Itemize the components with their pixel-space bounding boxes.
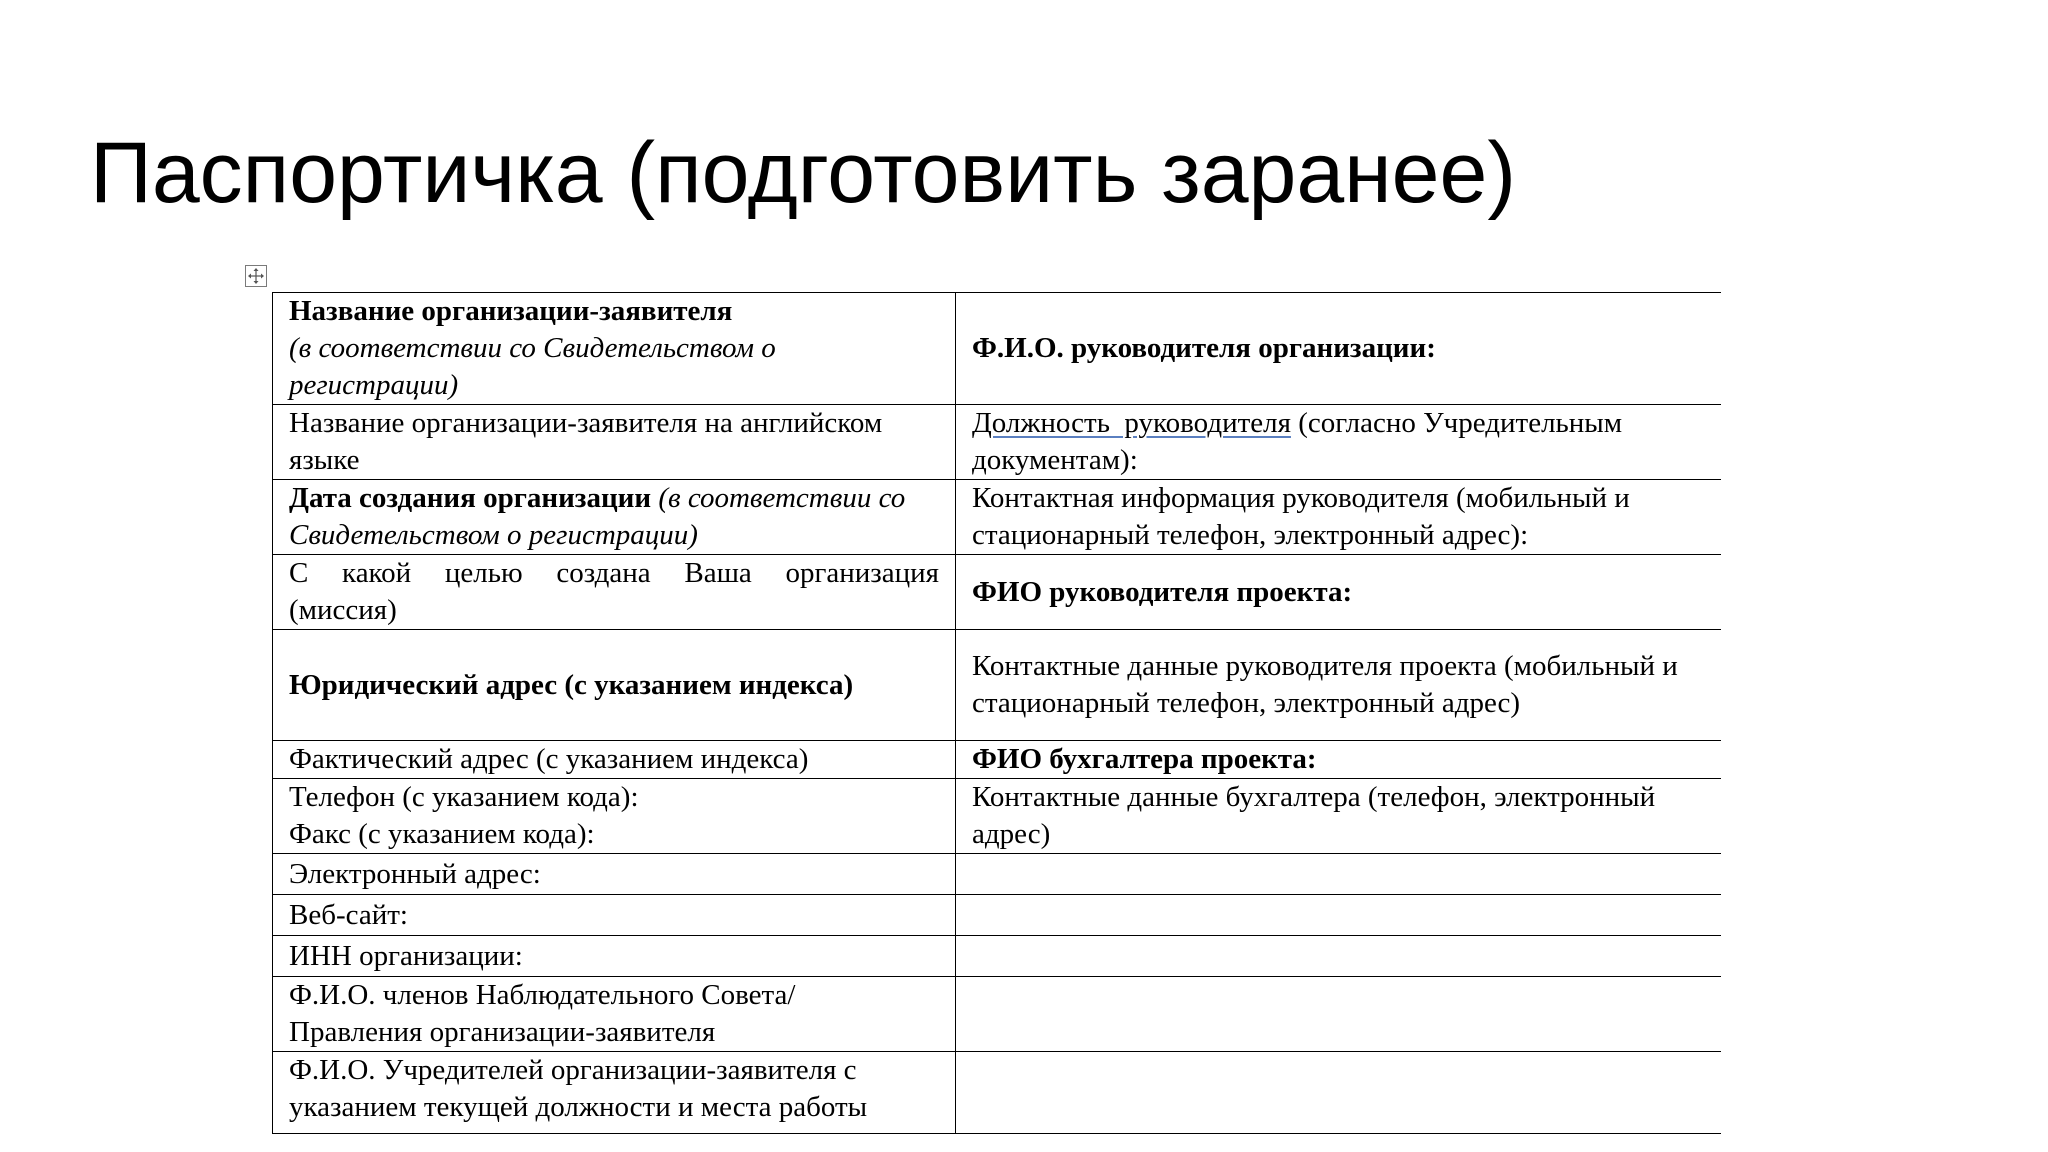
- cell-empty[interactable]: [956, 854, 1721, 895]
- cell-note: (в соответствии со Свидетельством о регистрации): [289, 482, 906, 551]
- cell-text: Контактные данные руководителя проекта (мобильный и стационарный телефон, электронный адрес): [972, 650, 1678, 719]
- table-row: [273, 854, 1721, 895]
- table-row: [273, 555, 1721, 630]
- cell-mission[interactable]: [273, 555, 956, 630]
- cell-empty[interactable]: [956, 1052, 1721, 1134]
- cell-text: Веб-сайт:: [289, 898, 408, 931]
- cell-director-name[interactable]: [956, 293, 1721, 405]
- cell-director-position[interactable]: [956, 405, 1721, 480]
- table-row: [273, 630, 1721, 741]
- move-icon: [246, 266, 266, 286]
- cell-project-lead-contacts[interactable]: [956, 630, 1721, 741]
- cell-phone-fax[interactable]: [273, 779, 956, 854]
- cell-text: Дата создания организации: [289, 482, 652, 514]
- cell-text: Ф.И.О. членов Наблюдательного Совета/: [289, 979, 796, 1011]
- cell-org-name-english[interactable]: [273, 405, 956, 480]
- table-row: [273, 293, 1721, 405]
- cell-text: Название организации-заявителя: [289, 295, 733, 327]
- cell-text: ИНН организации:: [289, 939, 523, 972]
- cell-founders[interactable]: [273, 1052, 956, 1134]
- cell-text: Факс (с указанием кода):: [289, 818, 595, 850]
- cell-text: Фактический адрес (с указанием индекса): [289, 743, 809, 775]
- cell-text: Ф.И.О. Учредителей организации-заявителя с: [289, 1054, 857, 1086]
- table-row: [273, 405, 1721, 480]
- cell-text-underlined: Должность руководителя: [972, 407, 1291, 439]
- cell-text: Контактная информация руководителя (мобильный и стационарный телефон, электронный адрес):: [972, 482, 1630, 551]
- cell-director-contacts[interactable]: [956, 480, 1721, 555]
- cell-text: Контактные данные бухгалтера (телефон, электронный адрес): [972, 781, 1656, 850]
- cell-actual-address[interactable]: [273, 741, 956, 779]
- cell-text: С какой целью создана Ваша организация: [289, 557, 939, 589]
- cell-text: (согласно Учредительным документам):: [972, 407, 1623, 476]
- cell-empty[interactable]: [956, 895, 1721, 936]
- table-move-handle[interactable]: [245, 265, 267, 287]
- table-row: [273, 977, 1721, 1052]
- cell-text: Юридический адрес (с указанием индекса): [289, 668, 854, 701]
- cell-text: Правления организации-заявителя: [289, 1016, 716, 1048]
- table-row: [273, 779, 1721, 854]
- slide-title: Паспортичка (подготовить заранее): [90, 125, 1516, 221]
- passport-table: [272, 292, 1721, 1134]
- cell-empty[interactable]: [956, 936, 1721, 977]
- cell-text: Телефон (с указанием кода):: [289, 781, 639, 813]
- cell-email[interactable]: [273, 854, 956, 895]
- cell-website[interactable]: [273, 895, 956, 936]
- cell-project-lead[interactable]: [956, 555, 1721, 630]
- cell-founding-date[interactable]: [273, 480, 956, 555]
- cell-text: (миссия): [289, 594, 397, 626]
- table-row: [273, 936, 1721, 977]
- cell-accountant[interactable]: [956, 741, 1721, 779]
- cell-text: ФИО бухгалтера проекта:: [972, 743, 1317, 775]
- table-row: [273, 1052, 1721, 1134]
- cell-accountant-contacts[interactable]: [956, 779, 1721, 854]
- cell-text: указанием текущей должности и места работы: [289, 1091, 868, 1123]
- cell-supervisory-board[interactable]: [273, 977, 956, 1052]
- table-row: [273, 480, 1721, 555]
- cell-empty[interactable]: [956, 977, 1721, 1052]
- cell-text: Электронный адрес:: [289, 857, 541, 890]
- table-row: [273, 895, 1721, 936]
- table-row: [273, 741, 1721, 779]
- cell-text: Ф.И.О. руководителя организации:: [972, 332, 1436, 364]
- cell-org-name[interactable]: [273, 293, 956, 405]
- cell-text: Название организации-заявителя на английском языке: [289, 407, 883, 476]
- cell-text: ФИО руководителя проекта:: [972, 575, 1353, 608]
- cell-note: (в соответствии со Свидетельством о регистрации): [289, 332, 776, 401]
- cell-inn[interactable]: [273, 936, 956, 977]
- cell-legal-address[interactable]: [273, 630, 956, 741]
